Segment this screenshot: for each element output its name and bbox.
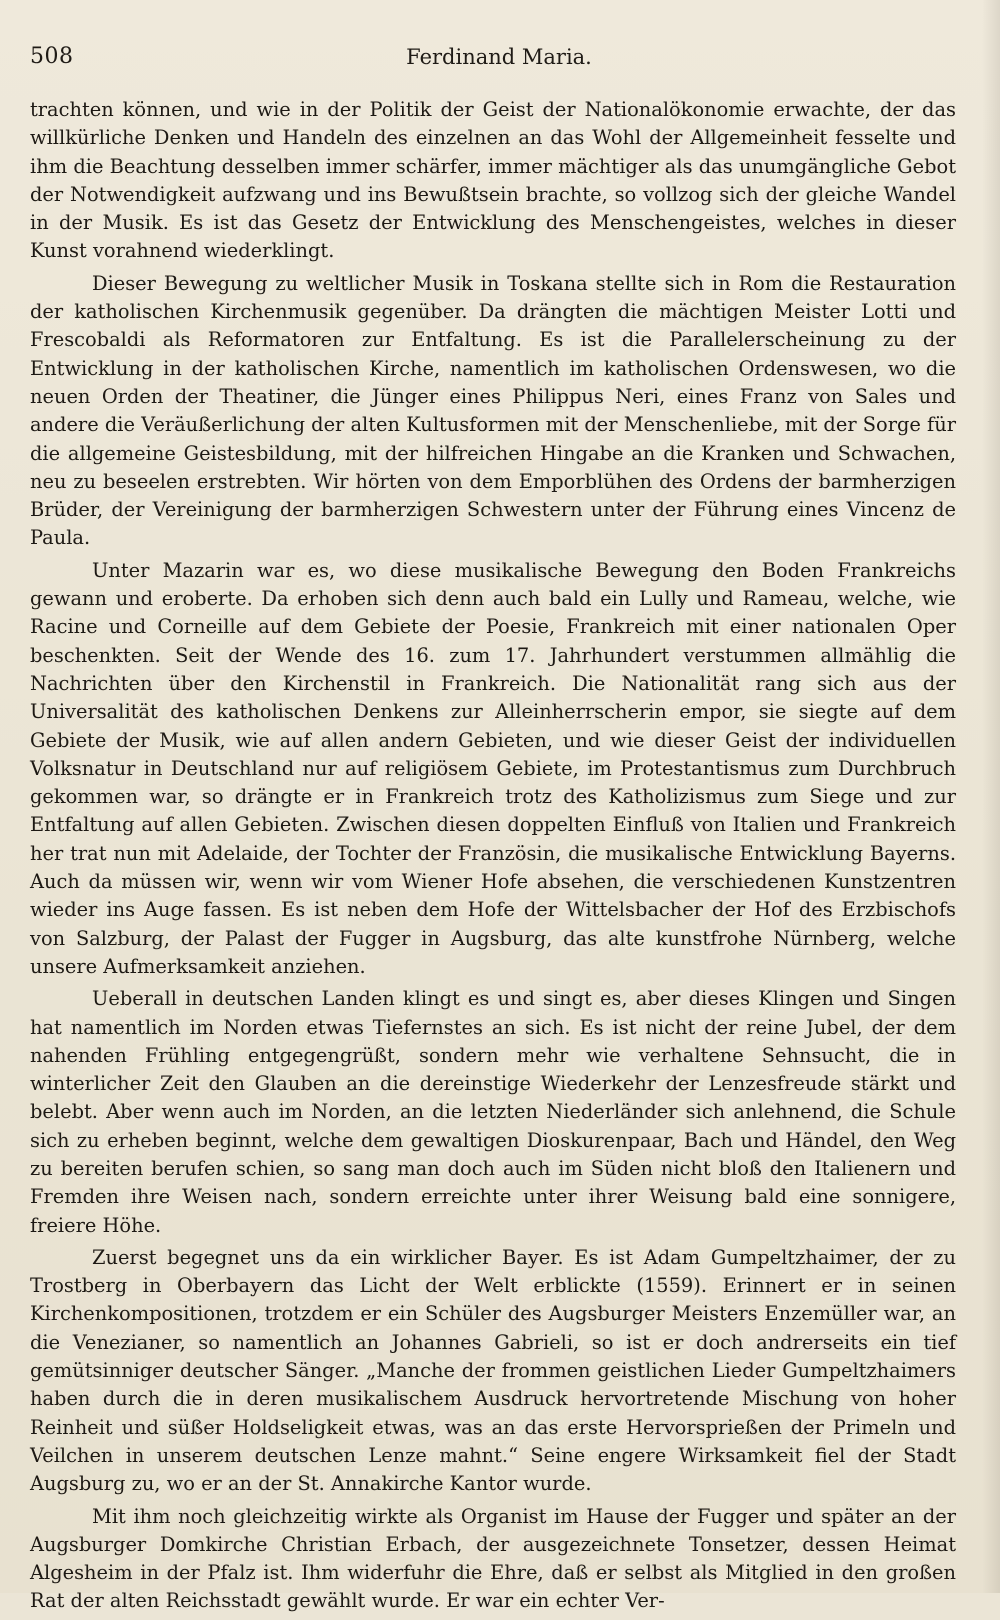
running-head: Ferdinand Maria. [406,45,592,69]
body-text [30,96,956,1620]
page-number: 508 [30,44,74,69]
page-edge-shadow [982,0,1000,1593]
paragraph-3: Unter Mazarin war es, wo diese musikalische Bewegung den Boden Frankreichs gewann und eroberte. Da erhoben sich denn auch bald ein Lully und Rameau, welche, wie Racine und Corneille auf dem Gebiete der Poesie, Frankreich mit einer nationalen Oper beschenkten. Seit der Wende des 16. zum 17. Jahrhundert verstummen allmählig die Nachrichten über den Kirchenstil in Frankreich. Die Nationalität rang sich aus der Universalität des katholischen Denkens zur Alleinherrscherin empor, sie siegte auf dem Gebiete der Musik, wie auf allen andern Gebieten, und wie dieser Geist der individuellen Volksnatur in Deutschland nur auf religiösem Gebiete, im Protestantismus zum Durchbruch gekommen war, so drängte er in Frankreich trotz des Katholizismus zum Siege und zur Entfaltung auf allen Gebieten. Zwischen diesen doppelten Einfluß von Italien und Frankreich her trat nun mit Adelaide, der Tochter der Französin, die musikalische Entwicklung Bayerns. Auch da müssen wir, wenn wir vom Wiener Hofe absehen, die verschiedenen Kunstzentren wieder ins Auge fassen. Es ist neben dem Hofe der Wittelsbacher der Hof des Erzbischofs von Salzburg, der Palast der Fugger in Augsburg, das alte kunstfrohe Nürnberg, welche unsere Aufmerksamkeit anziehen. [30,558,956,978]
paragraph-4: Ueberall in deutschen Landen klingt es und singt es, aber dieses Klingen und Singen hat namentlich im Norden etwas Tiefernstes an sich. Es ist nicht der reine Jubel, der dem nahenden Frühling entgegengrüßt, sondern mehr wie verhaltene Sehnsucht, die in winterlicher Zeit den Glauben an die dereinstige Wiederkehr der Lenzesfreude stärkt und belebt. Aber wenn auch im Norden, an die letzten Niederländer sich anlehnend, die Schule sich zu erheben beginnt, welche dem gewaltigen Dioskurenpaar, Bach und Händel, den Weg zu bereiten berufen schien, so sang man doch auch im Süden nicht bloß den Italienern und Fremden ihre Weisen nach, sondern erreichte unter ihrer Weisung bald eine sonnigere, freiere Höhe. [30,987,956,1237]
paragraph-1: trachten können, und wie in der Politik der Geist der Nationalökonomie erwachte, der das willkürliche Denken und Handeln des einzelnen an das Wohl der Allgemeinheit fesselte und ihm die Beachtung desselben immer schärfer, immer mächtiger als das unumgängliche Gebot der Notwendigkeit aufzwang und ins Bewußtsein brachte, so vollzog sich der gleiche Wandel in der Musik. Es ist das Gesetz der Entwicklung des Menschengeistes, welches in dieser Kunst vorahnend wiederklingt. [30,98,956,263]
paragraph-6: Mit ihm noch gleichzeitig wirkte als Organist im Hause der Fugger und später an der Augsburger Domkirche Christian Erbach, der ausgezeichnete Tonsetzer, dessen Heimat Algesheim in der Pfalz ist. Ihm widerfuhr die Ehre, daß er selbst als Mitglied in den großen Rat der alten Reichsstadt gewählt wurde. Er war ein echter Ver- [30,1504,956,1613]
paragraph-2: Dieser Bewegung zu weltlicher Musik in Toskana stellte sich in Rom die Restauration der katholischen Kirchenmusik gegenüber. Da drängten die mächtigen Meister Lotti und Frescobaldi als Reformatoren zur Entfaltung. Es ist die Parallelerscheinung zu der Entwicklung in der katholischen Kirche, namentlich im katholischen Ordenswesen, wo die neuen Orden der Theatiner, die Jünger eines Philippus Neri, eines Franz von Sales und andere die Veräußerlichung der alten Kultusformen mit der Menschenliebe, mit der Sorge für die allgemeine Geistesbildung, mit der hilfreichen Hingabe an die Kranken und Schwachen, neu zu beseelen erstrebten. Wir hörten von dem Emporblühen des Ordens der barmherzigen Brüder, der Vereinigung der barmherzigen Schwestern unter der Führung eines Vincenz de Paula. [30,271,956,550]
paragraph-5: Zuerst begegnet uns da ein wirklicher Bayer. Es ist Adam Gumpeltzhaimer, der zu Trostberg in Oberbayern das Licht der Welt erblickte (1559). Erinnert er in seinen Kirchenkompositionen, trotzdem er ein Schüler des Augsburger Meisters Enzemüller war, an die Venezianer, so namentlich an Johannes Gabrieli, so ist er doch andrerseits ein tief gemütsinniger deutscher Sänger. „Manche der frommen geistlichen Lieder Gumpeltzhaimers haben durch die in deren musikalischem Ausdruck hervortretende Mischung von hoher Reinheit und süßer Holdseligkeit etwas, was an das erste Hervorsprießen der Primeln und Veilchen in unserem deutschen Lenze mahnt.“ Seine engere Wirksamkeit fiel der Stadt Augsburg zu, wo er an der St. Annakirche Kantor wurde. [30,1245,956,1496]
page-header [30,44,968,78]
